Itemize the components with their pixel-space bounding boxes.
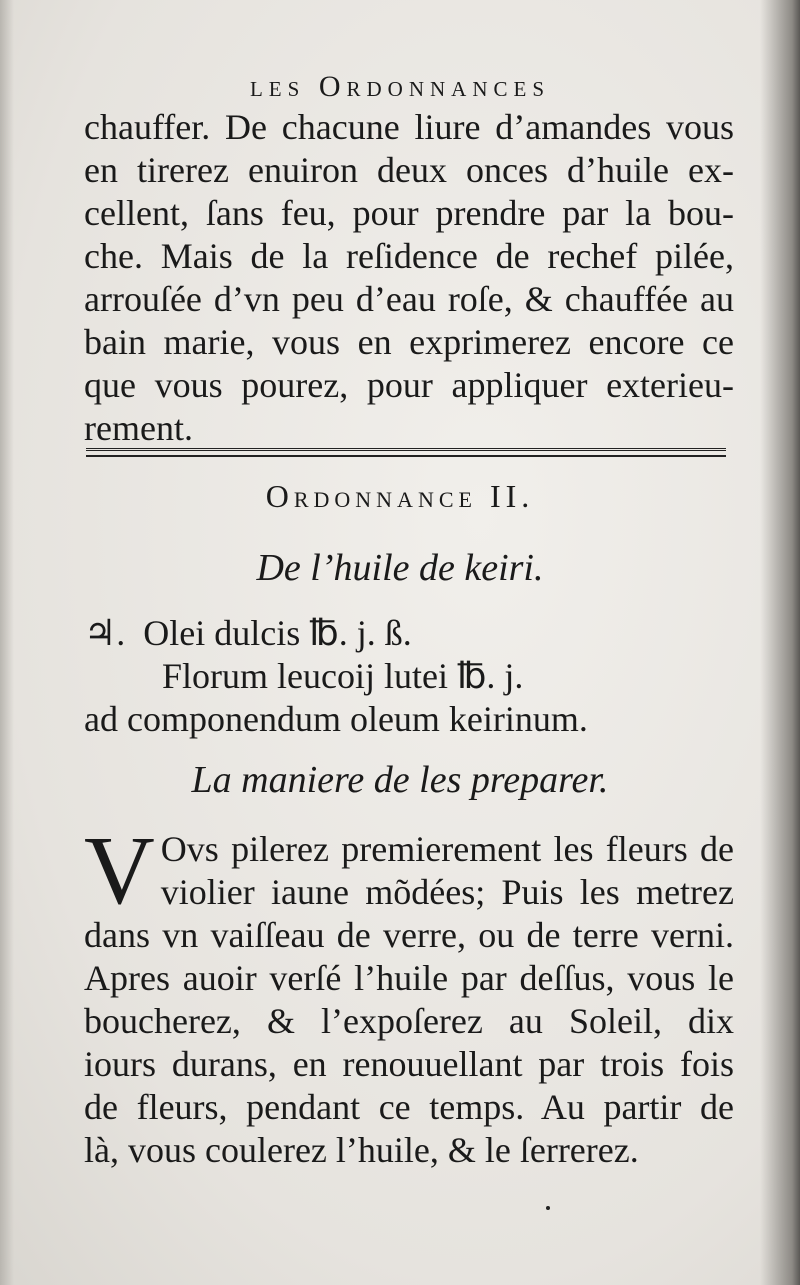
text-line: chauffer. De chacune liure d’amandes vous — [84, 107, 734, 147]
page-binding-shadow — [760, 0, 800, 1285]
method-paragraph — [84, 817, 734, 1172]
text-line: arrouſée d’vn peu d’eau roſe, & chauffée au — [84, 279, 734, 319]
text-line: en tirerez enuiron deux onces d’huile ex- — [84, 150, 734, 190]
recipe-line: ad componendum oleum keirinum. — [84, 699, 588, 739]
running-head: les Ordonnances — [249, 70, 550, 103]
section-divider-rule — [86, 448, 726, 451]
method-subtitle: La maniere de les preparer. — [191, 759, 609, 801]
text-line: violier iaune mõdées; Puis les metrez — [160, 872, 734, 912]
text-line: que vous pourez, pour appliquer exterieu- — [84, 365, 734, 405]
text-line: Apres auoir verſé l’huile par deſſus, vous le — [84, 958, 734, 998]
top-paragraph — [84, 106, 734, 450]
page-left-edge — [0, 0, 14, 1285]
recipe-symbol: ♃. — [84, 613, 126, 653]
recipe-block — [84, 612, 734, 741]
text-line: de fleurs, pendant ce temps. Au partir de — [84, 1087, 734, 1127]
ink-speck — [546, 1206, 550, 1210]
text-line: che. Mais de la reſidence de rechef pilée, — [84, 236, 734, 276]
drop-cap: V — [84, 817, 155, 925]
text-line: cellent, ſans feu, pour prendre par la bou- — [84, 193, 734, 233]
recipe-ingredient: Olei dulcis ℔. j. ß. — [143, 613, 412, 653]
text-line: là, vous coulerez l’huile, & le ſerrerez. — [84, 1130, 639, 1170]
text-line: boucherez, & l’expoſerez au Soleil, dix — [84, 1001, 734, 1041]
section-heading: Ordonnance II. — [265, 478, 535, 514]
text-line: dans vn vaiſſeau de verre, ou de terre verni. — [84, 915, 734, 955]
text-line: bain marie, vous en exprimerez encore ce — [84, 322, 734, 362]
text-line: rement. — [84, 408, 193, 448]
recipe-line: Florum leucoij lutei ℔. j. — [162, 656, 524, 696]
recipe-line — [84, 612, 734, 655]
text-line: iours durans, en renouuellant par trois fois — [84, 1044, 734, 1084]
section-subtitle: De l’huile de keiri. — [256, 547, 544, 589]
text-line: Ovs pilerez premierement les fleurs de — [160, 829, 734, 869]
